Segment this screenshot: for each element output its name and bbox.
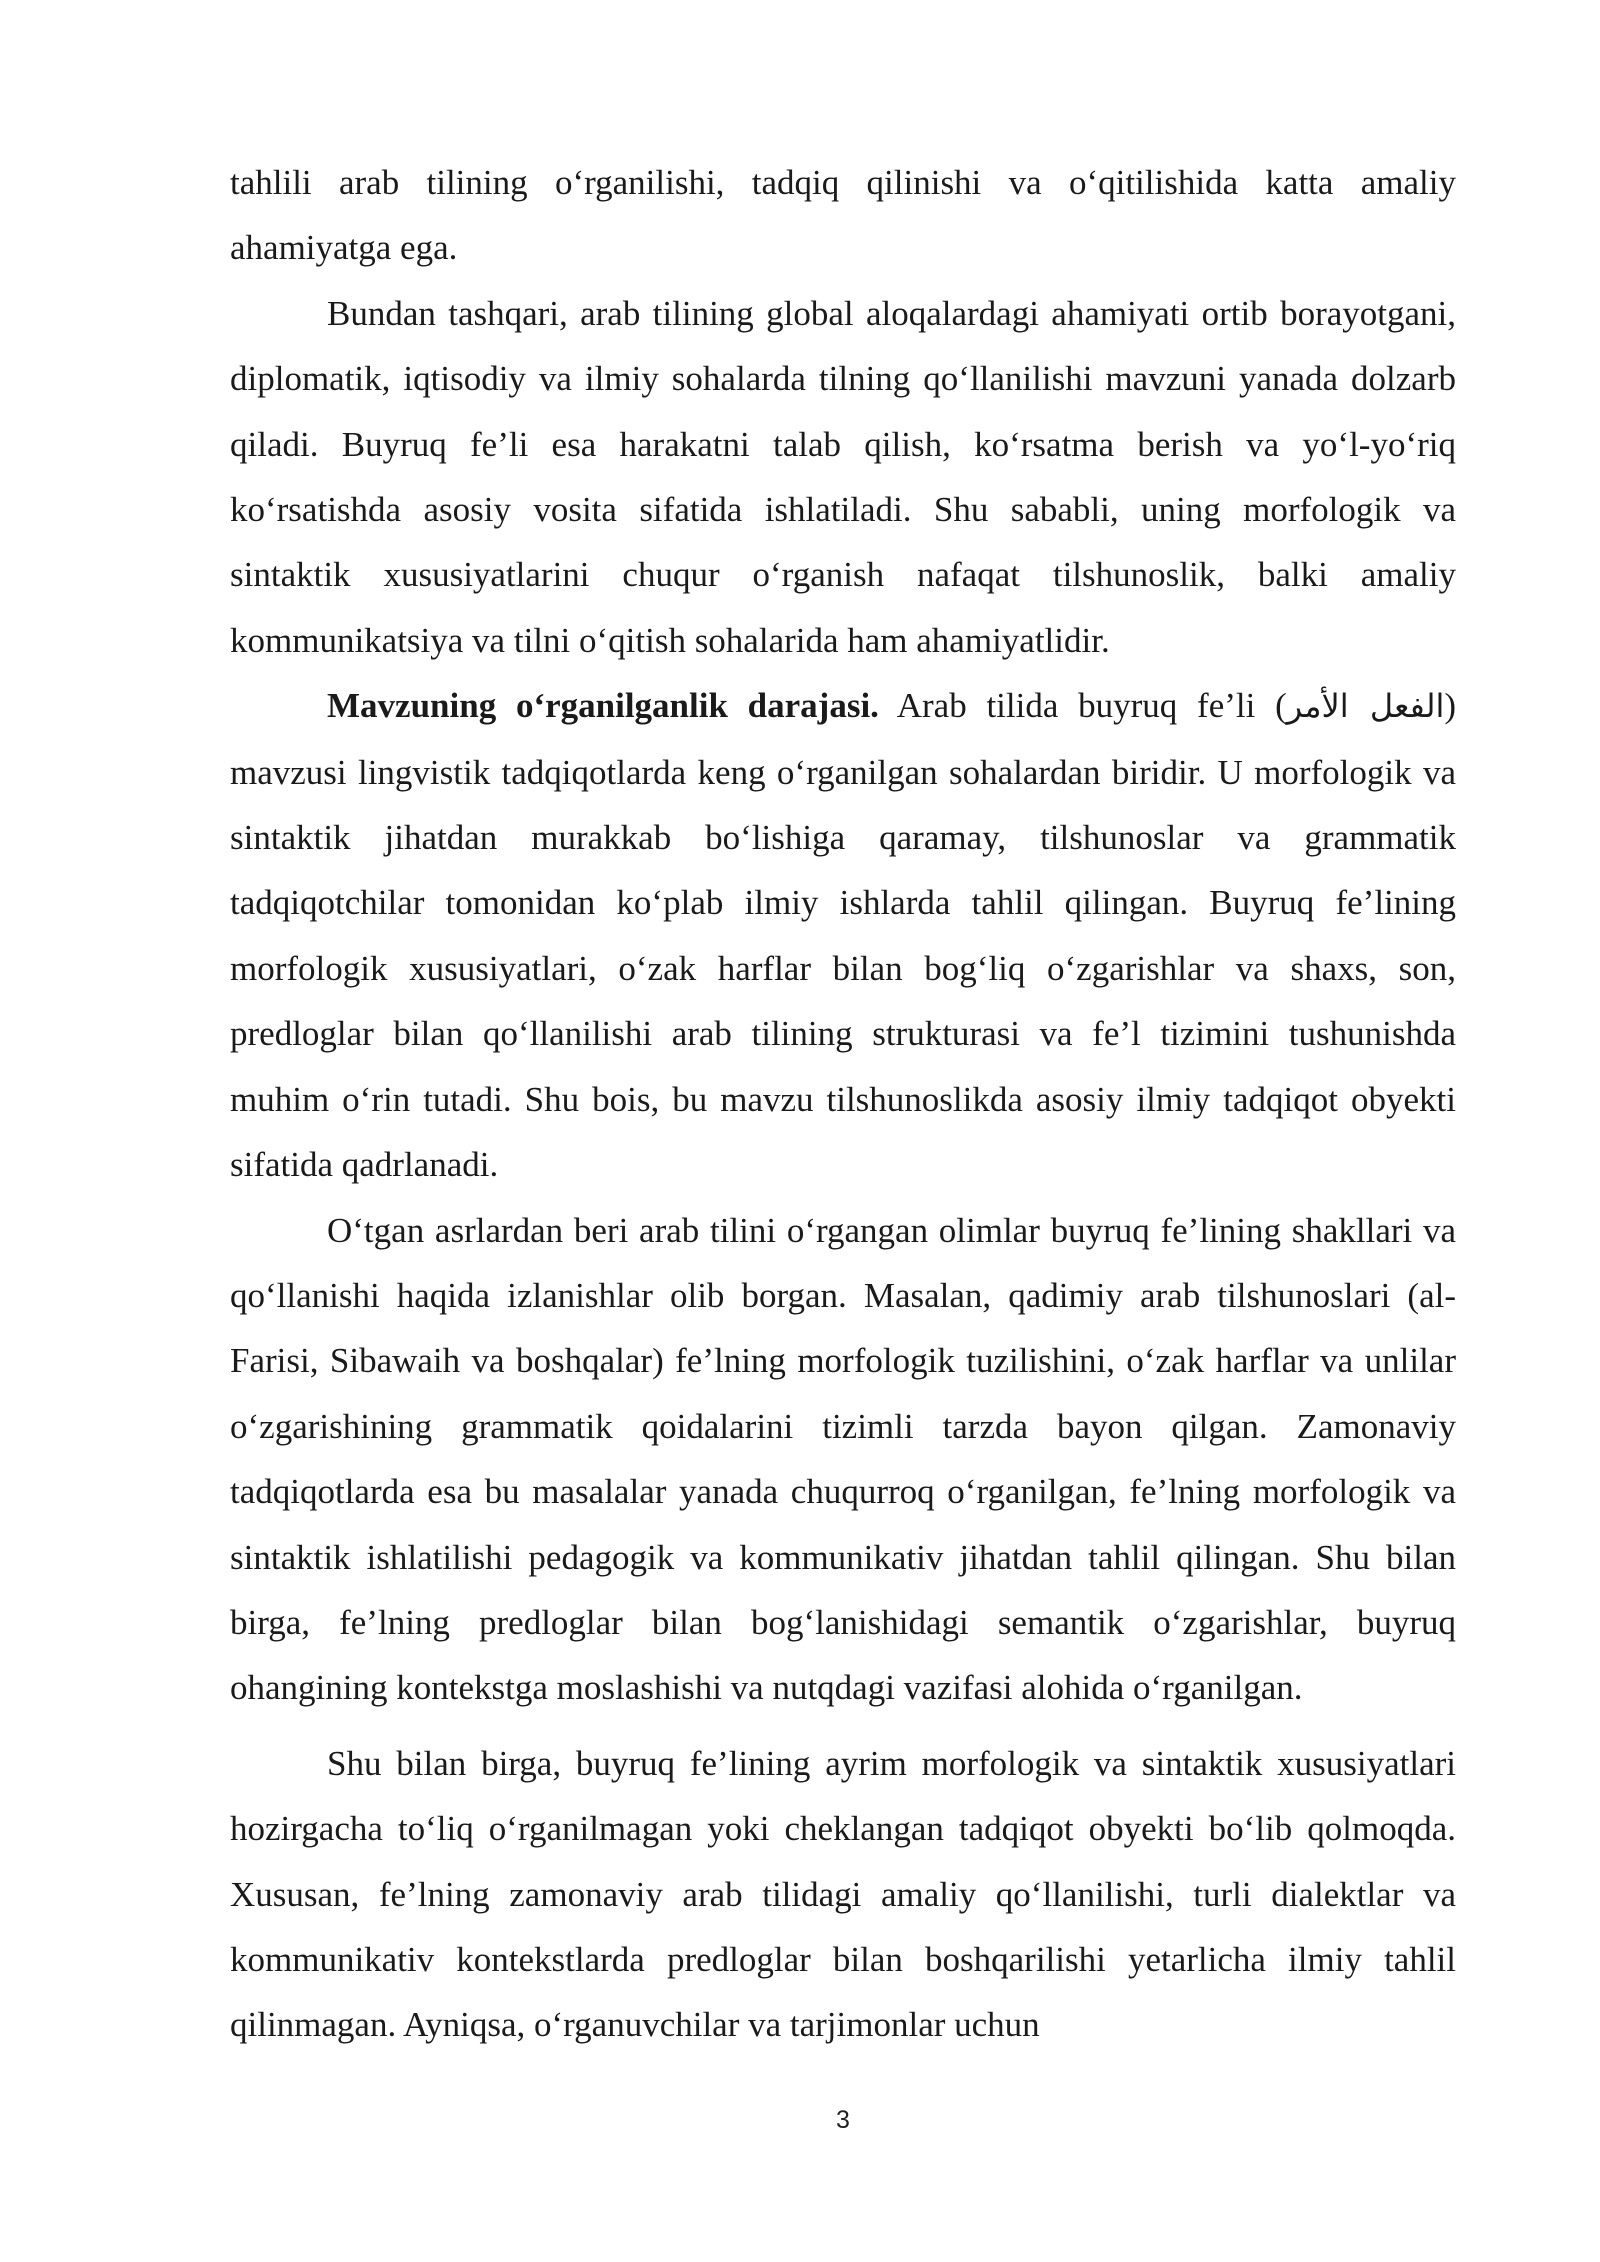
paragraph-3-text-end: ) mavzusi lingvistik tadqiqotlarda keng o‘rganilgan sohalardan biridir. U morfologik va sintaktik jihatdan murakkab bo‘lishiga qaramay, tilshunoslar va grammatik tadqiqotchilar tomonidan ko‘plab ilmiy ishlarda tahlil qilingan. Buyruq fe’lining morfologik xususiyatlari, o‘zak harflar bilan bog‘liq o‘zgarishlar va shaxs, son, predloglar bilan qo‘llanilishi arab tilining strukturasi va fe’l tizimini tushunishda muhim o‘rin tutadi. Shu bois, bu mavzu tilshunoslikda asosiy ilmiy tadqiqot obyekti sifatida qadrlanadi. (230, 686, 1456, 1185)
section-heading-inline: Mavzuning o‘rganilganlik darajasi. (327, 686, 879, 726)
arabic-term: الفعل الأمر (1286, 687, 1445, 726)
paragraph-3 (230, 673, 1456, 1197)
document-page (230, 150, 1456, 2058)
paragraph-3-text-start: Arab tilida buyruq fe’li ( (878, 686, 1287, 726)
paragraph-5: Shu bilan birga, buyruq fe’lining ayrim morfologik va sintaktik xususiyatlari hozirgacha to‘liq o‘rganilmagan yoki cheklangan tadqiqot obyekti bo‘lib qolmoqda. Xususan, fe’lning zamonaviy arab tilidagi amaliy qo‘llanilishi, turli dialektlar va kommunikativ kontekstlarda predloglar bilan boshqarilishi yetarlicha ilmiy tahlil qilinmagan. Ayniqsa, o‘rganuvchilar va tarjimonlar uchun (230, 1743, 1456, 2045)
page-number: 3 (836, 2106, 850, 2134)
paragraph-1: tahlili arab tilining o‘rganilishi, tadqiq qilinishi va o‘qitilishida katta amaliy ahamiyatga ega. (230, 163, 1456, 268)
paragraph-2: Bundan tashqari, arab tilining global aloqalardagi ahamiyati ortib borayotgani, diplomatik, iqtisodiy va ilmiy sohalarda tilning qo‘llanilishi mavzuni yanada dolzarb qiladi. Buyruq fe’li esa harakatni talab qilish, ko‘rsatma berish va yo‘l-yo‘riq ko‘rsatishda asosiy vosita sifatida ishlatiladi. Shu sababli, uning morfologik va sintaktik xususiyatlarini chuqur o‘rganish nafaqat tilshunoslik, balki amaliy kommunikatsiya va tilni o‘qitish sohalarida ham ahamiyatlidir. (230, 293, 1456, 660)
paragraph-4: O‘tgan asrlardan beri arab tilini o‘rgangan olimlar buyruq fe’lining shakllari va qo‘llanishi haqida izlanishlar olib borgan. Masalan, qadimiy arab tilshunoslari (al-Farisi, Sibawaih va boshqalar) fe’lning morfologik tuzilishini, o‘zak harflar va unlilar o‘zgarishining grammatik qoidalarini tizimli tarzda bayon qilgan. Zamonaviy tadqiqotlarda esa bu masalalar yanada chuqurroq o‘rganilgan, fe’lning morfologik va sintaktik ishlatilishi pedagogik va kommunikativ jihatdan tahlil qilingan. Shu bilan birga, fe’lning predloglar bilan bog‘lanishidagi semantik o‘zgarishlar, buyruq ohangining kontekstga moslashishi va nutqdagi vazifasi alohida o‘rganilgan. (230, 1210, 1456, 1708)
